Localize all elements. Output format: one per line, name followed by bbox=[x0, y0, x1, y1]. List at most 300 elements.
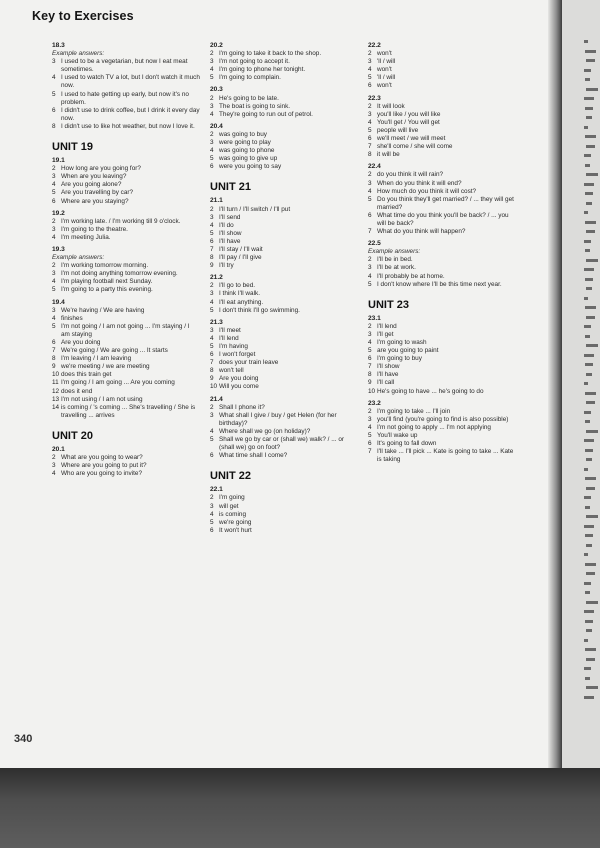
facing-page-text-fragment bbox=[584, 667, 591, 670]
answer-item bbox=[368, 440, 516, 448]
answer-text: It's going to fall down bbox=[377, 440, 437, 448]
answer-item bbox=[210, 222, 358, 230]
answer-number: 3 bbox=[210, 58, 214, 66]
answer-item bbox=[52, 339, 200, 347]
facing-page-text-fragment bbox=[586, 686, 598, 689]
answer-text: I'll be in bed. bbox=[377, 256, 413, 264]
answer-text: Will you come bbox=[219, 383, 259, 391]
answer-text: I'll have bbox=[377, 371, 399, 379]
answer-item bbox=[210, 103, 358, 111]
answer-number: 2 bbox=[210, 50, 214, 58]
answer-number: 5 bbox=[368, 280, 372, 288]
answer-number: 5 bbox=[210, 436, 214, 444]
answer-number: 4 bbox=[52, 181, 56, 189]
answer-item bbox=[368, 264, 516, 272]
answer-number: 6 bbox=[368, 135, 372, 143]
facing-page-text-fragment bbox=[585, 620, 593, 623]
answer-number: 5 bbox=[210, 155, 214, 163]
answer-number: 10 bbox=[210, 383, 218, 391]
answer-text: I'm going to take ... I'll join bbox=[377, 407, 451, 415]
facing-page-text-fragment bbox=[585, 534, 593, 537]
answer-number: 2 bbox=[52, 217, 56, 225]
answer-item bbox=[368, 82, 516, 90]
answer-number: 6 bbox=[210, 163, 214, 171]
answer-text: Where are you staying? bbox=[61, 197, 129, 205]
answer-number: 3 bbox=[210, 102, 214, 110]
answer-text: I didn't use to like hot weather, but now I love it. bbox=[61, 122, 195, 130]
answer-item bbox=[52, 173, 200, 181]
answer-number: 3 bbox=[52, 173, 56, 181]
answer-number: 4 bbox=[368, 272, 372, 280]
answer-item bbox=[52, 323, 200, 339]
answer-text: I don't know where I'll be this time next year. bbox=[377, 280, 502, 288]
answer-text: I'm not going / I am not going ... I'm staying / I am staying bbox=[61, 322, 190, 338]
answer-item bbox=[210, 367, 358, 375]
facing-page-text-fragment bbox=[586, 401, 595, 404]
answer-text: 'll / will bbox=[377, 58, 396, 66]
answer-text: We're going / We are going ... It starts bbox=[61, 347, 168, 355]
answer-number: 5 bbox=[52, 286, 56, 294]
answer-text: I'm playing football next Sunday. bbox=[61, 278, 153, 286]
answer-text: I'll meet bbox=[219, 326, 241, 334]
answer-text: I used to be a vegetarian, but now I eat meat sometimes. bbox=[61, 58, 188, 74]
answer-number: 5 bbox=[210, 343, 214, 350]
answer-number: 6 bbox=[210, 237, 214, 245]
answer-number: 6 bbox=[52, 339, 56, 346]
answer-item bbox=[210, 66, 358, 74]
answer-text: I'll try bbox=[219, 262, 234, 270]
answer-text: is coming bbox=[219, 510, 246, 518]
exercise-number: 23.2 bbox=[368, 399, 381, 407]
answer-text: What time do you think you'll be back? / ... you will be back? bbox=[377, 211, 509, 227]
facing-page-text-fragment bbox=[584, 382, 588, 385]
answer-text: you'll like / you will like bbox=[377, 110, 441, 118]
answer-number: 4 bbox=[210, 110, 214, 118]
facing-page-text-fragment bbox=[585, 363, 593, 366]
exercise-number: 21.1 bbox=[210, 197, 223, 205]
answer-text: I'll turn / I'll switch / I'll put bbox=[219, 205, 291, 213]
answer-item bbox=[210, 230, 358, 238]
answer-number: 3 bbox=[368, 264, 372, 272]
answer-number: 5 bbox=[368, 432, 372, 440]
facing-page-text-fragment bbox=[584, 297, 588, 300]
answer-item bbox=[52, 270, 200, 278]
answer-item bbox=[368, 331, 516, 339]
answer-number: 2 bbox=[210, 403, 214, 411]
answer-text: He's going to have ... he's going to do bbox=[377, 387, 484, 395]
answer-text: Who are you going to invite? bbox=[61, 470, 142, 478]
facing-page-text-fragment bbox=[585, 50, 596, 53]
column-left bbox=[52, 38, 200, 478]
answer-item bbox=[210, 246, 358, 254]
answer-item bbox=[368, 111, 516, 119]
answer-text: How much do you think it will cost? bbox=[377, 187, 477, 195]
answer-number: 6 bbox=[210, 452, 214, 460]
exercise-number: 20.2 bbox=[210, 42, 223, 49]
answer-item bbox=[210, 359, 358, 367]
answer-text: They're going to run out of petrol. bbox=[219, 110, 313, 118]
answer-number: 4 bbox=[52, 74, 56, 82]
answer-number: 3 bbox=[52, 58, 56, 66]
answer-text: we'll meet / we will meet bbox=[377, 135, 446, 143]
answer-number: 2 bbox=[210, 205, 214, 213]
facing-page-text-fragment bbox=[585, 107, 593, 110]
exercise-number: 18.3 bbox=[52, 42, 65, 49]
answer-item bbox=[210, 214, 358, 222]
answer-text: I'm going to wash bbox=[377, 339, 427, 346]
answer-number: 4 bbox=[210, 510, 214, 518]
facing-page-text-fragment bbox=[584, 240, 591, 243]
answer-number: 8 bbox=[210, 254, 214, 262]
answer-text: will get bbox=[219, 502, 239, 510]
answer-item bbox=[210, 139, 358, 147]
facing-page-text-fragment bbox=[584, 183, 594, 186]
answer-number: 4 bbox=[368, 339, 372, 346]
answer-item bbox=[52, 107, 200, 123]
facing-page-text-fragment bbox=[584, 553, 588, 556]
answer-item bbox=[52, 355, 200, 363]
answer-item bbox=[368, 347, 516, 355]
answer-item bbox=[368, 196, 516, 212]
answer-text: Shall we go by car or (shall we) walk? / ... or (shall we) go on foot? bbox=[219, 436, 345, 452]
answer-number: 2 bbox=[210, 494, 214, 502]
answer-number: 3 bbox=[210, 502, 214, 510]
answer-text: I'm going to phone her tonight. bbox=[219, 66, 306, 74]
answer-item bbox=[52, 454, 200, 462]
answer-item bbox=[368, 50, 516, 58]
answer-text: I'll show bbox=[377, 363, 400, 371]
answer-item bbox=[210, 503, 358, 511]
facing-page-text-fragment bbox=[585, 648, 596, 651]
answer-number: 4 bbox=[52, 278, 56, 286]
answer-text: I'll lend bbox=[377, 322, 397, 330]
answer-text: it will be bbox=[377, 151, 400, 159]
answer-item bbox=[368, 66, 516, 74]
exercise-number: 19.1 bbox=[52, 157, 65, 165]
answer-text: is coming / 's coming ... She's travelling / She is travelling ... arrives bbox=[61, 403, 196, 419]
answer-item bbox=[210, 383, 358, 391]
answer-item bbox=[368, 432, 516, 440]
answer-text: I'm going / I am going ... Are you coming bbox=[61, 379, 175, 387]
answer-text: are you going to paint bbox=[377, 347, 439, 355]
facing-page-text-fragment bbox=[584, 525, 594, 528]
answer-item bbox=[210, 428, 358, 436]
answer-number: 4 bbox=[52, 470, 56, 478]
facing-page-text-fragment bbox=[585, 192, 593, 195]
answer-number: 6 bbox=[368, 355, 372, 363]
answer-item bbox=[52, 189, 200, 197]
facing-page-text-fragment bbox=[586, 230, 595, 233]
facing-page-text-fragment bbox=[584, 439, 594, 442]
facing-page-text-fragment bbox=[585, 78, 590, 81]
exercise-number: 22.5 bbox=[368, 240, 381, 248]
answer-number: 7 bbox=[368, 448, 372, 456]
facing-page-text-fragment bbox=[585, 249, 590, 252]
answer-item bbox=[210, 282, 358, 290]
facing-page-text-fragment bbox=[585, 135, 596, 138]
facing-page-text-fragment bbox=[586, 145, 595, 148]
answer-item bbox=[210, 511, 358, 519]
answer-text: I think I'll walk. bbox=[219, 290, 260, 298]
facing-page-text-fragment bbox=[585, 591, 590, 594]
answer-item bbox=[368, 408, 516, 416]
answer-text: I'm not using / I am not using bbox=[61, 395, 143, 403]
facing-page-text-fragment bbox=[586, 259, 598, 262]
answer-number: 6 bbox=[368, 211, 372, 219]
answer-text: were going to play bbox=[219, 139, 271, 147]
exercise-number: 19.3 bbox=[52, 245, 65, 253]
answer-number: 2 bbox=[52, 454, 56, 462]
answer-number: 3 bbox=[52, 462, 56, 470]
answer-number: 4 bbox=[52, 314, 56, 322]
answer-text: We're having / We are having bbox=[61, 306, 145, 314]
answer-number: 5 bbox=[210, 74, 214, 82]
answer-number: 8 bbox=[368, 151, 372, 159]
answer-text: I'll be at work. bbox=[377, 264, 416, 272]
unit-heading: UNIT 21 bbox=[210, 181, 251, 194]
answer-item bbox=[210, 262, 358, 270]
facing-page-text-fragment bbox=[584, 610, 594, 613]
answer-text: Shall I phone it? bbox=[219, 403, 265, 411]
answer-number: 3 bbox=[210, 290, 214, 298]
answer-item bbox=[52, 470, 200, 478]
answer-text: You'll wake up bbox=[377, 432, 418, 440]
answer-text: we're meeting / we are meeting bbox=[61, 363, 150, 371]
answer-item bbox=[210, 452, 358, 460]
answer-number: 6 bbox=[368, 82, 372, 90]
answer-text: I'll call bbox=[377, 379, 395, 387]
answer-item bbox=[52, 371, 200, 379]
answer-item bbox=[368, 448, 516, 464]
answer-item bbox=[368, 119, 516, 127]
answer-number: 8 bbox=[210, 367, 214, 375]
answer-number: 3 bbox=[210, 213, 214, 221]
answer-text: does it end bbox=[61, 387, 93, 395]
facing-page-text-fragment bbox=[584, 40, 588, 43]
answer-text: I'm leaving / I am leaving bbox=[61, 355, 132, 363]
answer-text: I'll take ... I'll pick ... Kate is going to take ... Kate is taking bbox=[377, 448, 514, 464]
answer-number: 7 bbox=[368, 143, 372, 151]
answer-number: 5 bbox=[52, 189, 56, 197]
answer-text: What time shall I come? bbox=[219, 452, 288, 460]
answer-item bbox=[368, 180, 516, 188]
answer-text: I'm not going to accept it. bbox=[219, 58, 290, 66]
answer-item bbox=[52, 165, 200, 173]
facing-page-text-fragment bbox=[586, 458, 592, 461]
answer-item bbox=[368, 273, 516, 281]
answer-item bbox=[368, 135, 516, 143]
answer-text: I'll show bbox=[219, 229, 242, 237]
exercise-number: 19.4 bbox=[52, 298, 65, 306]
answer-number: 6 bbox=[210, 526, 214, 534]
answer-text: Where are you going to put it? bbox=[61, 462, 147, 470]
answer-item bbox=[52, 218, 200, 226]
answer-number: 6 bbox=[52, 197, 56, 205]
answer-item bbox=[210, 254, 358, 262]
answer-item bbox=[368, 228, 516, 236]
answer-item bbox=[368, 379, 516, 387]
answer-text: do you think it will rain? bbox=[377, 171, 444, 179]
answer-number: 5 bbox=[52, 322, 56, 330]
answer-item bbox=[368, 103, 516, 111]
answer-text: I'm having bbox=[219, 343, 248, 350]
answer-item bbox=[52, 262, 200, 270]
facing-page-text-fragment bbox=[585, 335, 590, 338]
answer-item bbox=[368, 363, 516, 371]
facing-page-text-fragment bbox=[584, 97, 594, 100]
answer-item bbox=[210, 299, 358, 307]
answer-text: won't tell bbox=[219, 367, 244, 375]
answer-item bbox=[210, 527, 358, 535]
answer-text: I'll send bbox=[219, 213, 241, 221]
answer-text: you'll find (you're going to find is also possible) bbox=[377, 415, 509, 423]
facing-page-text-fragment bbox=[584, 582, 591, 585]
answer-text: You'll get / You will get bbox=[377, 118, 440, 126]
facing-page-text-fragment bbox=[584, 126, 588, 129]
answer-text: The boat is going to sink. bbox=[219, 102, 291, 110]
answer-item bbox=[210, 307, 358, 315]
facing-page-text-fragment bbox=[585, 392, 596, 395]
answer-item bbox=[368, 355, 516, 363]
answer-number: 13 bbox=[52, 395, 60, 403]
exercise-number: 20.4 bbox=[210, 122, 223, 130]
answer-number: 10 bbox=[52, 371, 60, 379]
answer-item bbox=[210, 50, 358, 58]
answer-text: she'll come / she will come bbox=[377, 143, 453, 151]
answer-text: Where shall we go (on holiday)? bbox=[219, 427, 311, 435]
answer-item bbox=[52, 404, 200, 420]
answer-number: 9 bbox=[368, 379, 372, 387]
column-middle bbox=[210, 38, 358, 535]
answer-number: 4 bbox=[368, 66, 372, 74]
answer-number: 2 bbox=[210, 130, 214, 138]
answer-number: 3 bbox=[368, 110, 372, 118]
answer-number: 5 bbox=[210, 518, 214, 526]
answer-number: 3 bbox=[52, 225, 56, 233]
answer-item bbox=[210, 58, 358, 66]
answer-number: 9 bbox=[210, 375, 214, 383]
facing-page-text-fragment bbox=[586, 173, 598, 176]
answer-text: I'm going to the theatre. bbox=[61, 225, 128, 233]
facing-page-text-fragment bbox=[585, 278, 593, 281]
answer-item bbox=[52, 347, 200, 355]
answer-text: It won't hurt bbox=[219, 526, 252, 534]
answer-number: 2 bbox=[368, 256, 372, 264]
example-note: Example answers: bbox=[52, 254, 105, 262]
answer-item bbox=[368, 212, 516, 228]
facing-page-text-fragment bbox=[585, 449, 593, 452]
unit-heading: UNIT 20 bbox=[52, 429, 93, 442]
answer-number: 4 bbox=[210, 147, 214, 155]
column-right bbox=[368, 38, 516, 464]
facing-page-text-fragment bbox=[586, 629, 592, 632]
answer-number: 7 bbox=[368, 363, 372, 371]
answer-number: 4 bbox=[210, 427, 214, 435]
answer-text: I'm going to take it back to the shop. bbox=[219, 50, 322, 58]
answer-item bbox=[210, 163, 358, 171]
facing-page-text-fragment bbox=[584, 325, 591, 328]
exercise-number: 21.4 bbox=[210, 395, 223, 403]
answer-text: does your train leave bbox=[219, 359, 279, 367]
answer-number: 3 bbox=[210, 411, 214, 419]
answer-text: What are you going to wear? bbox=[61, 454, 143, 462]
answer-item bbox=[210, 238, 358, 246]
answer-text: I'll eat anything. bbox=[219, 298, 264, 306]
answer-number: 3 bbox=[368, 179, 372, 187]
answer-text: I'm meeting Julia. bbox=[61, 233, 111, 241]
facing-page-text-fragment bbox=[584, 639, 588, 642]
facing-page-text-fragment bbox=[585, 477, 596, 480]
answer-number: 12 bbox=[52, 387, 60, 395]
answer-text: does this train get bbox=[61, 371, 112, 379]
facing-page-text-fragment bbox=[586, 572, 595, 575]
answer-item bbox=[52, 181, 200, 189]
answer-number: 2 bbox=[210, 94, 214, 102]
facing-page-text-fragment bbox=[584, 468, 588, 471]
answer-item bbox=[52, 307, 200, 315]
answer-number: 5 bbox=[210, 229, 214, 237]
answer-number: 14 bbox=[52, 403, 60, 411]
answer-text: I don't think I'll go swimming. bbox=[219, 306, 300, 314]
exercise-number: 23.1 bbox=[368, 314, 381, 322]
facing-page-text-fragment bbox=[585, 677, 590, 680]
answer-number: 5 bbox=[368, 126, 372, 134]
answer-item bbox=[210, 155, 358, 163]
answer-text: I'll stay / I'll wait bbox=[219, 245, 263, 253]
answer-number: 6 bbox=[210, 351, 214, 359]
answer-item bbox=[210, 111, 358, 119]
facing-page-text-fragment bbox=[584, 211, 588, 214]
answer-text: How long are you going for? bbox=[61, 165, 141, 173]
example-note: Example answers: bbox=[52, 50, 105, 58]
answer-text: won't bbox=[377, 50, 392, 58]
facing-page-text-fragment bbox=[585, 420, 590, 423]
facing-page-text-fragment bbox=[585, 506, 590, 509]
answer-item bbox=[368, 371, 516, 379]
answer-item bbox=[368, 339, 516, 347]
answer-item bbox=[52, 58, 200, 74]
answer-item bbox=[210, 436, 358, 452]
answer-number: 4 bbox=[210, 298, 214, 306]
answer-item bbox=[368, 281, 516, 289]
answer-text: was going to give up bbox=[219, 155, 278, 163]
answer-item bbox=[368, 388, 516, 396]
answer-number: 5 bbox=[368, 74, 372, 82]
answer-number: 7 bbox=[368, 228, 372, 236]
answer-text: What do you think will happen? bbox=[377, 228, 466, 236]
answer-item bbox=[210, 74, 358, 82]
answer-number: 3 bbox=[52, 270, 56, 278]
answer-text: Are you doing bbox=[61, 339, 101, 346]
answer-text: I'm not going to apply ... I'm not applying bbox=[377, 423, 491, 431]
answer-text: Do you think they'll get married? / ... they will get married? bbox=[377, 195, 514, 211]
exercise-number: 20.1 bbox=[52, 445, 65, 453]
answer-number: 4 bbox=[368, 118, 372, 126]
answer-item bbox=[52, 315, 200, 323]
answer-number: 7 bbox=[210, 245, 214, 253]
answer-item bbox=[52, 234, 200, 242]
exercise-number: 22.3 bbox=[368, 94, 381, 102]
answer-item bbox=[368, 171, 516, 179]
answer-item bbox=[52, 278, 200, 286]
answer-number: 8 bbox=[368, 371, 372, 379]
answer-number: 4 bbox=[210, 334, 214, 342]
answer-text: I'll do bbox=[219, 221, 234, 229]
facing-page-text-fragment bbox=[584, 496, 591, 499]
answer-item bbox=[210, 519, 358, 527]
answer-number: 2 bbox=[210, 282, 214, 290]
answer-number: 2 bbox=[368, 407, 372, 415]
